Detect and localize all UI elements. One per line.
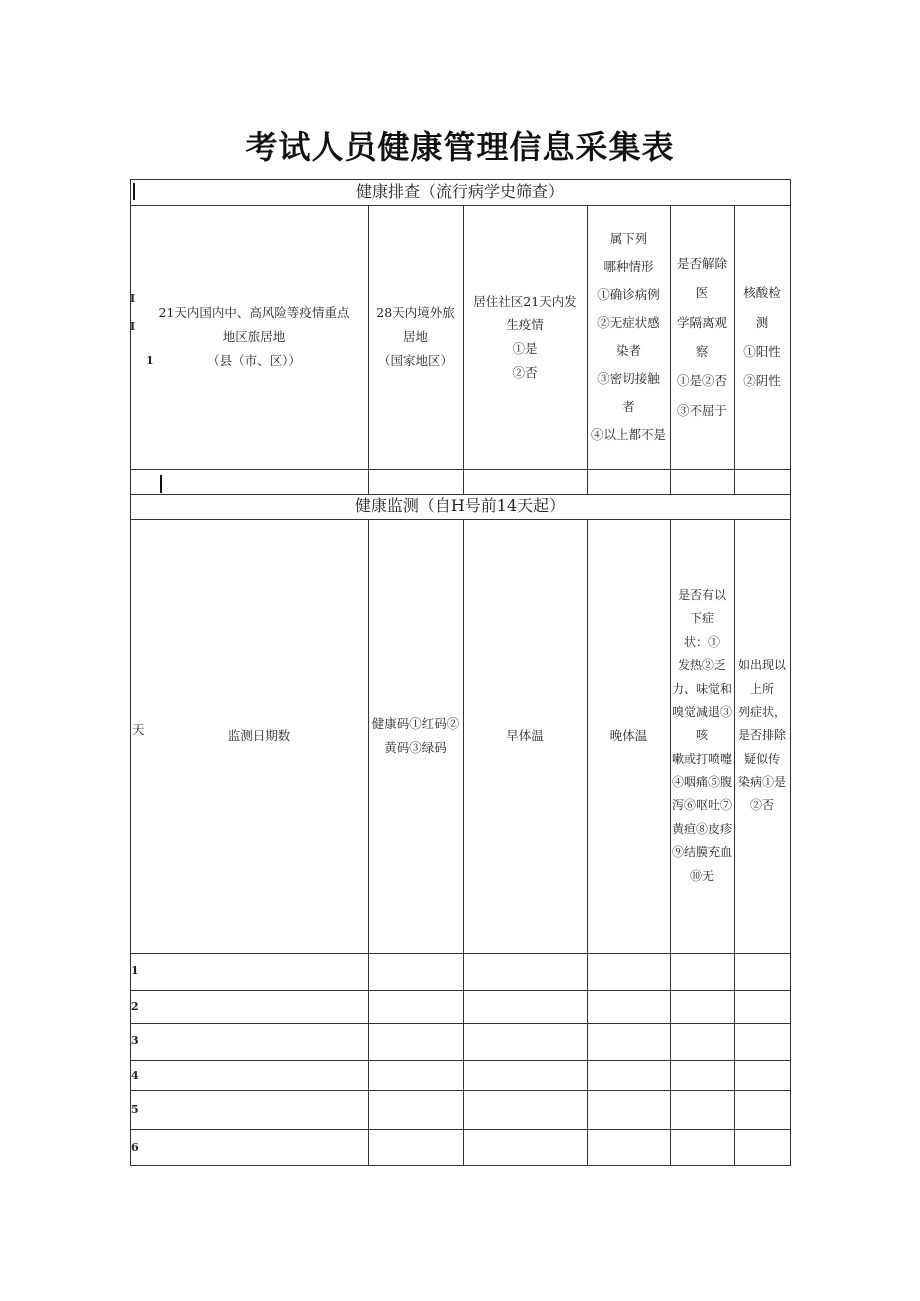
col-quarantine-release — [670, 205, 734, 469]
col-community-outbreak — [463, 205, 587, 469]
row-divider — [130, 1060, 790, 1061]
col-exclude-infection — [734, 519, 790, 953]
col-symptoms-label: 是否有以 下症 状：① 发热②乏 力、味觉和 嗅觉减退③ 咳 嗽或打喷嚏 ④咽痛⑤腹 泻⑥呕吐⑦ 黄疸⑧皮疹 ⑨结膜充血 ⑩无 — [672, 587, 733, 883]
row-divider — [130, 953, 790, 954]
row-divider — [130, 1129, 790, 1130]
table-border-right — [790, 179, 791, 1166]
form-title: 考试人员健康管理信息采集表 — [245, 128, 675, 166]
col-nucleic-test-label: 核酸检 测 ①阳性 ②阴性 — [743, 285, 781, 389]
table-row-number: 4 — [131, 1069, 139, 1082]
table-row-number: 5 — [131, 1103, 139, 1116]
col-health-code — [368, 519, 463, 953]
margin-mark — [160, 475, 162, 493]
row-divider — [130, 469, 790, 470]
table-row-number: 1 — [131, 964, 139, 977]
row-divider — [130, 990, 790, 991]
col-monitor-date — [150, 519, 368, 953]
col-monitor-date-label: 监测日期数 — [227, 728, 291, 744]
col-nucleic-test — [734, 205, 790, 469]
col-health-code-label: 健康码①红码② 黄码③绿码 — [371, 716, 460, 755]
table-border-bottom — [130, 1165, 790, 1166]
col-day: 天 — [132, 722, 145, 738]
col-evening-temp-label: 晚体温 — [609, 728, 648, 744]
left-mark: 1 — [146, 354, 154, 367]
row-divider — [130, 1090, 790, 1091]
section-heading-monitoring: 健康监测（自H号前14天起） — [354, 496, 566, 516]
col-domestic-travel — [140, 205, 368, 469]
left-mark: I — [130, 292, 136, 305]
left-mark: I — [130, 320, 136, 333]
col-symptoms — [670, 519, 734, 953]
table-row-number: 6 — [131, 1141, 139, 1154]
col-exclude-infection-label: 如出现以 上所 列症状， 是否排除 疑似传 染病①是 ②否 — [737, 658, 786, 813]
col-overseas-travel — [368, 205, 463, 469]
section-heading-screening: 健康排查（流行病学史筛查） — [355, 181, 564, 201]
col-morning-temp-label: 早体温 — [506, 728, 544, 744]
col-overseas-travel-label: 28天内境外旅 居地 （国家地区） — [376, 305, 455, 368]
col-morning-temp — [463, 519, 587, 953]
table-row-number: 3 — [131, 1034, 139, 1047]
col-quarantine-release-label: 是否解除医 学隔离观察 ①是②否 ③不屈于 — [676, 255, 727, 418]
col-community-outbreak-label: 居住社区21天内发 生疫情 ①是 ②否 — [473, 293, 577, 380]
col-case-category-label: 属下列 哪种情形 ①确诊病例 ②无症状感 染者 ③密切接触 者 ④以上都不是 — [590, 230, 666, 443]
row-divider — [130, 1023, 790, 1024]
col-case-category — [587, 205, 670, 469]
table-row-number: 2 — [131, 1000, 139, 1013]
col-domestic-travel-label: 21天内国内中、高风险等疫情重点 地区旅居地 （县（市、区）） — [158, 305, 350, 368]
col-evening-temp — [587, 519, 670, 953]
